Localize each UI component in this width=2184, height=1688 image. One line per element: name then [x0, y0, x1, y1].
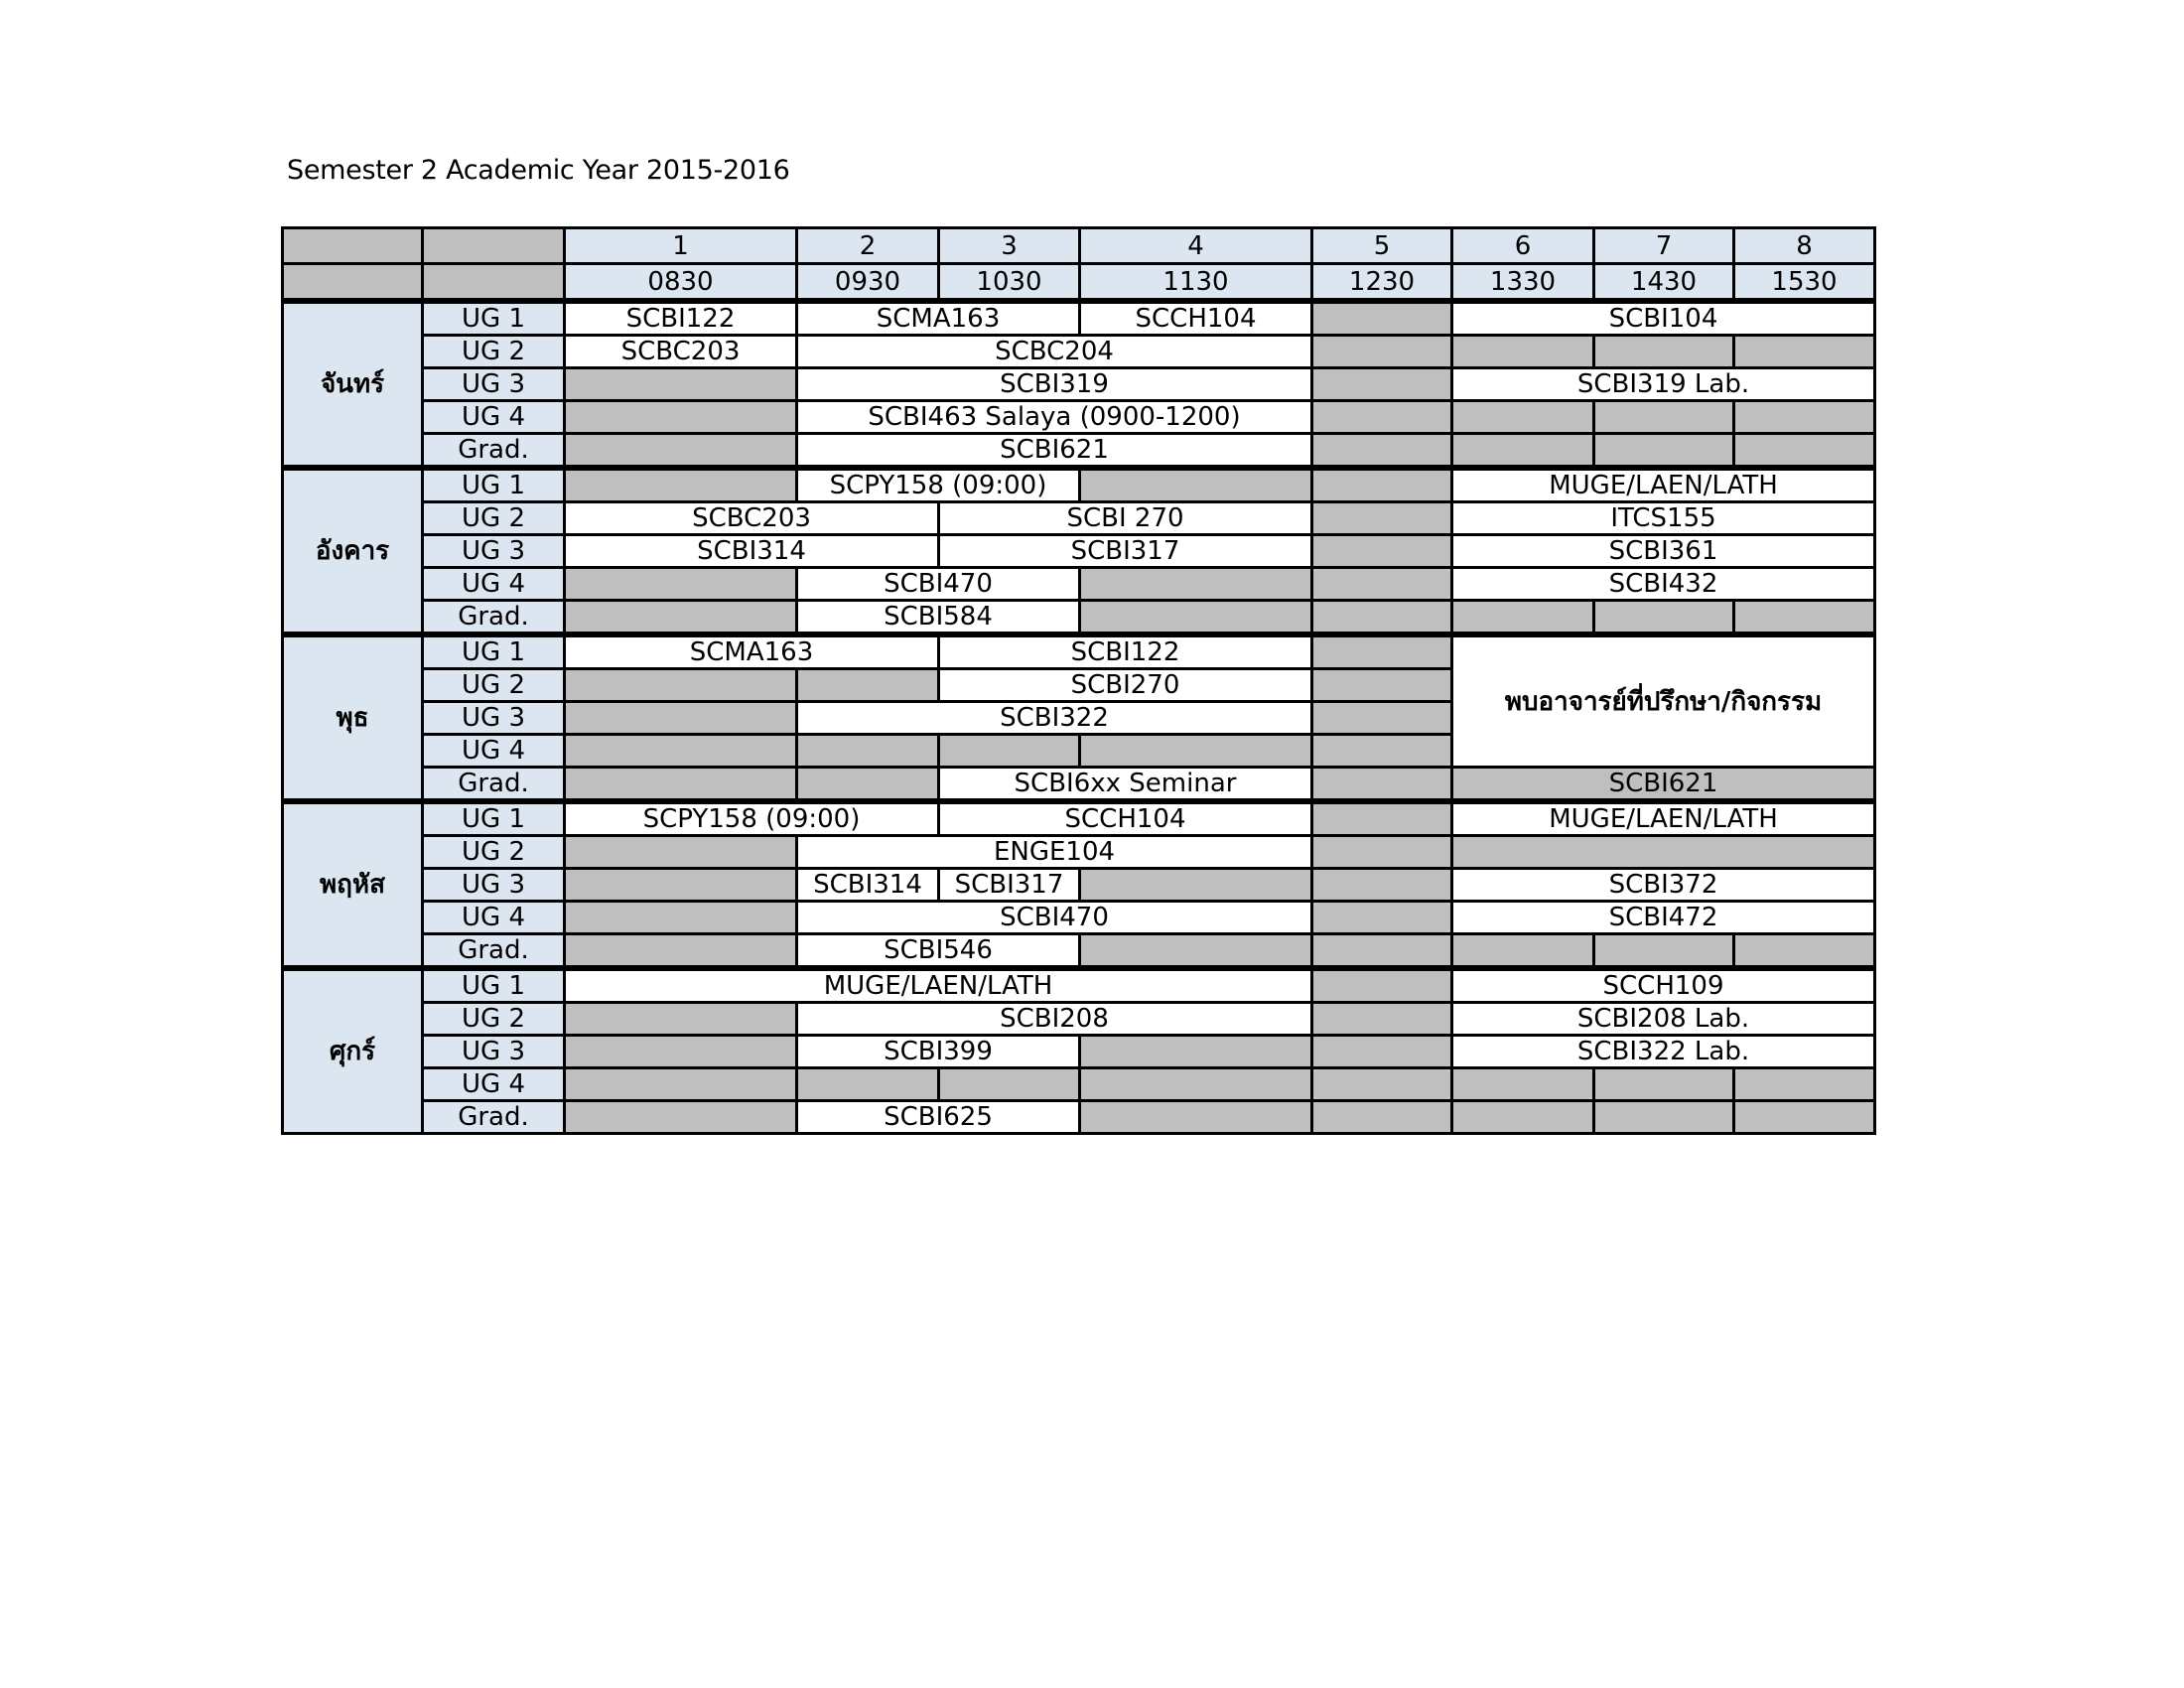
- class-cell: SCMA163: [797, 301, 1080, 336]
- empty-cell: [565, 669, 797, 702]
- class-cell: SCBI208 Lab.: [1452, 1003, 1875, 1036]
- class-cell: SCBI208: [797, 1003, 1312, 1036]
- class-cell: SCBI399: [797, 1036, 1080, 1068]
- class-cell: SCCH104: [939, 801, 1312, 836]
- schedule-row: [283, 902, 1875, 934]
- empty-cell: [1312, 669, 1452, 702]
- empty-cell: [939, 735, 1080, 768]
- empty-cell: [1312, 1003, 1452, 1036]
- period-number: 3: [939, 228, 1080, 264]
- class-cell: SCCH109: [1452, 968, 1875, 1003]
- class-cell: SCBI322 Lab.: [1452, 1036, 1875, 1068]
- class-cell: SCBI122: [939, 634, 1312, 669]
- class-cell: SCPY158 (09:00): [797, 468, 1080, 502]
- class-cell: SCBI319 Lab.: [1452, 368, 1875, 401]
- schedule-row: [283, 568, 1875, 601]
- period-time: 1030: [939, 264, 1080, 302]
- empty-cell: [939, 1068, 1080, 1101]
- empty-cell: [1452, 601, 1594, 635]
- empty-cell: [1312, 934, 1452, 969]
- empty-cell: [1080, 1068, 1312, 1101]
- period-time: 1330: [1452, 264, 1594, 302]
- group-label: UG 2: [423, 336, 565, 368]
- empty-cell: [1312, 634, 1452, 669]
- empty-cell: [565, 568, 797, 601]
- empty-cell: [1594, 1101, 1734, 1134]
- empty-cell: [1734, 1068, 1875, 1101]
- empty-cell: [1594, 434, 1734, 469]
- class-cell: SCBI372: [1452, 869, 1875, 902]
- class-cell: SCBI122: [565, 301, 797, 336]
- empty-cell: [1312, 735, 1452, 768]
- group-label: UG 1: [423, 801, 565, 836]
- class-cell: SCMA163: [565, 634, 939, 669]
- empty-cell: [797, 768, 939, 802]
- empty-cell: [1734, 401, 1875, 434]
- empty-cell: [1452, 336, 1594, 368]
- group-label: UG 3: [423, 1036, 565, 1068]
- empty-cell: [1312, 601, 1452, 635]
- day-label: จันทร์: [283, 301, 423, 468]
- period-time: 1230: [1312, 264, 1452, 302]
- group-label: UG 4: [423, 902, 565, 934]
- empty-cell: [565, 768, 797, 802]
- empty-cell: [565, 1036, 797, 1068]
- empty-cell: [1080, 601, 1312, 635]
- period-time: 1430: [1594, 264, 1734, 302]
- class-cell: SCBI314: [565, 535, 939, 568]
- class-cell: SCBI314: [797, 869, 939, 902]
- period-time: 1130: [1080, 264, 1312, 302]
- empty-cell: [1312, 968, 1452, 1003]
- empty-cell: [1452, 836, 1875, 869]
- empty-cell: [565, 1101, 797, 1134]
- empty-cell: [565, 902, 797, 934]
- class-cell: SCBI317: [939, 535, 1312, 568]
- schedule-row: [283, 768, 1875, 802]
- empty-cell: [1734, 601, 1875, 635]
- empty-cell: [1312, 535, 1452, 568]
- empty-cell: [1594, 1068, 1734, 1101]
- schedule-row: [283, 434, 1875, 469]
- schedule-row: [283, 934, 1875, 969]
- schedule-row: [283, 869, 1875, 902]
- schedule-row: [283, 301, 1875, 336]
- class-cell: SCBC203: [565, 502, 939, 535]
- class-cell: SCBI322: [797, 702, 1312, 735]
- empty-cell: [797, 735, 939, 768]
- header-blank: [283, 228, 423, 264]
- group-label: Grad.: [423, 1101, 565, 1134]
- group-label: UG 4: [423, 1068, 565, 1101]
- group-label: Grad.: [423, 434, 565, 469]
- group-label: UG 3: [423, 368, 565, 401]
- schedule-row: [283, 801, 1875, 836]
- group-label: UG 4: [423, 568, 565, 601]
- empty-cell: [565, 434, 797, 469]
- empty-cell: [1312, 368, 1452, 401]
- empty-cell: [1594, 934, 1734, 969]
- group-label: UG 4: [423, 401, 565, 434]
- group-label: UG 1: [423, 634, 565, 669]
- empty-cell: [1312, 768, 1452, 802]
- empty-cell: [1312, 401, 1452, 434]
- empty-cell: [797, 1068, 939, 1101]
- period-number: 2: [797, 228, 939, 264]
- empty-cell: [565, 601, 797, 635]
- class-cell: SCBI470: [797, 902, 1312, 934]
- schedule-row: [283, 634, 1875, 669]
- empty-cell: [1080, 869, 1312, 902]
- group-label: UG 3: [423, 535, 565, 568]
- empty-cell: [565, 735, 797, 768]
- empty-cell: [565, 869, 797, 902]
- empty-cell: [1312, 836, 1452, 869]
- class-cell: SCBI317: [939, 869, 1080, 902]
- schedule-row: [283, 336, 1875, 368]
- period-time: 1530: [1734, 264, 1875, 302]
- empty-cell: [1594, 336, 1734, 368]
- schedule-row: [283, 401, 1875, 434]
- empty-cell: [1312, 1101, 1452, 1134]
- schedule-row: [283, 535, 1875, 568]
- schedule-row: [283, 601, 1875, 635]
- empty-cell: [1452, 434, 1594, 469]
- group-label: UG 2: [423, 1003, 565, 1036]
- empty-cell: [1080, 934, 1312, 969]
- empty-cell: [1312, 336, 1452, 368]
- class-cell: MUGE/LAEN/LATH: [1452, 468, 1875, 502]
- class-cell: SCBI270: [939, 669, 1312, 702]
- period-time: 0930: [797, 264, 939, 302]
- group-label: Grad.: [423, 768, 565, 802]
- empty-cell: [1080, 735, 1312, 768]
- group-label: UG 2: [423, 836, 565, 869]
- schedule-row: [283, 1003, 1875, 1036]
- schedule-row: [283, 468, 1875, 502]
- header-blank: [423, 264, 565, 302]
- empty-cell: [1080, 568, 1312, 601]
- empty-cell: [565, 1068, 797, 1101]
- class-cell: SCBI470: [797, 568, 1080, 601]
- empty-cell: [1312, 1068, 1452, 1101]
- class-cell: SCBI625: [797, 1101, 1080, 1134]
- class-cell: MUGE/LAEN/LATH: [1452, 801, 1875, 836]
- time-header-row: [283, 264, 1875, 302]
- class-cell: SCBC204: [797, 336, 1312, 368]
- schedule-row: [283, 1101, 1875, 1134]
- period-number: 4: [1080, 228, 1312, 264]
- class-cell: SCBI472: [1452, 902, 1875, 934]
- schedule-row: [283, 836, 1875, 869]
- day-label: อังคาร: [283, 468, 423, 634]
- class-cell: SCBI621: [1452, 768, 1875, 802]
- class-cell: ENGE104: [797, 836, 1312, 869]
- class-cell: SCPY158 (09:00): [565, 801, 939, 836]
- class-cell: SCBI621: [797, 434, 1312, 469]
- group-label: UG 4: [423, 735, 565, 768]
- empty-cell: [1452, 401, 1594, 434]
- empty-cell: [1594, 601, 1734, 635]
- empty-cell: [1312, 568, 1452, 601]
- class-cell: SCBI 270: [939, 502, 1312, 535]
- group-label: UG 1: [423, 301, 565, 336]
- empty-cell: [565, 934, 797, 969]
- empty-cell: [1080, 1036, 1312, 1068]
- empty-cell: [1734, 934, 1875, 969]
- empty-cell: [1312, 434, 1452, 469]
- class-cell: ITCS155: [1452, 502, 1875, 535]
- empty-cell: [1734, 1101, 1875, 1134]
- class-cell: SCBI463 Salaya (0900-1200): [797, 401, 1312, 434]
- group-label: UG 3: [423, 702, 565, 735]
- empty-cell: [1312, 902, 1452, 934]
- group-label: UG 1: [423, 968, 565, 1003]
- empty-cell: [1594, 401, 1734, 434]
- class-cell: SCBI546: [797, 934, 1080, 969]
- class-cell: SCBI361: [1452, 535, 1875, 568]
- class-cell: พบอาจารย์ที่ปรึกษา/กิจกรรม: [1452, 634, 1875, 768]
- empty-cell: [1452, 1068, 1594, 1101]
- class-cell: SCBI319: [797, 368, 1312, 401]
- class-cell: SCBI432: [1452, 568, 1875, 601]
- group-label: UG 1: [423, 468, 565, 502]
- schedule-row: [283, 368, 1875, 401]
- schedule-row: [283, 968, 1875, 1003]
- period-number: 1: [565, 228, 797, 264]
- empty-cell: [565, 468, 797, 502]
- period-number: 8: [1734, 228, 1875, 264]
- empty-cell: [1312, 869, 1452, 902]
- period-header-row: [283, 228, 1875, 264]
- group-label: UG 2: [423, 669, 565, 702]
- empty-cell: [1080, 1101, 1312, 1134]
- schedule-table: [281, 226, 1876, 1135]
- day-label: พุธ: [283, 634, 423, 801]
- group-label: Grad.: [423, 601, 565, 635]
- period-time: 0830: [565, 264, 797, 302]
- empty-cell: [1452, 934, 1594, 969]
- class-cell: SCCH104: [1080, 301, 1312, 336]
- group-label: UG 3: [423, 869, 565, 902]
- empty-cell: [1734, 336, 1875, 368]
- empty-cell: [1312, 301, 1452, 336]
- empty-cell: [1312, 1036, 1452, 1068]
- empty-cell: [1452, 1101, 1594, 1134]
- period-number: 6: [1452, 228, 1594, 264]
- class-cell: SCBI6xx Seminar: [939, 768, 1312, 802]
- period-number: 5: [1312, 228, 1452, 264]
- schedule-row: [283, 1068, 1875, 1101]
- class-cell: SCBC203: [565, 336, 797, 368]
- group-label: UG 2: [423, 502, 565, 535]
- empty-cell: [1312, 702, 1452, 735]
- group-label: Grad.: [423, 934, 565, 969]
- empty-cell: [565, 1003, 797, 1036]
- empty-cell: [565, 401, 797, 434]
- page-title: Semester 2 Academic Year 2015-2016: [287, 155, 790, 186]
- empty-cell: [797, 669, 939, 702]
- empty-cell: [1080, 468, 1312, 502]
- empty-cell: [565, 368, 797, 401]
- period-number: 7: [1594, 228, 1734, 264]
- class-cell: SCBI104: [1452, 301, 1875, 336]
- empty-cell: [1312, 502, 1452, 535]
- empty-cell: [1312, 801, 1452, 836]
- schedule-row: [283, 1036, 1875, 1068]
- header-blank: [283, 264, 423, 302]
- empty-cell: [1734, 434, 1875, 469]
- schedule-row: [283, 502, 1875, 535]
- day-label: พฤหัส: [283, 801, 423, 968]
- empty-cell: [565, 836, 797, 869]
- day-label: ศุกร์: [283, 968, 423, 1134]
- empty-cell: [565, 702, 797, 735]
- class-cell: SCBI584: [797, 601, 1080, 635]
- class-cell: MUGE/LAEN/LATH: [565, 968, 1312, 1003]
- header-blank: [423, 228, 565, 264]
- empty-cell: [1312, 468, 1452, 502]
